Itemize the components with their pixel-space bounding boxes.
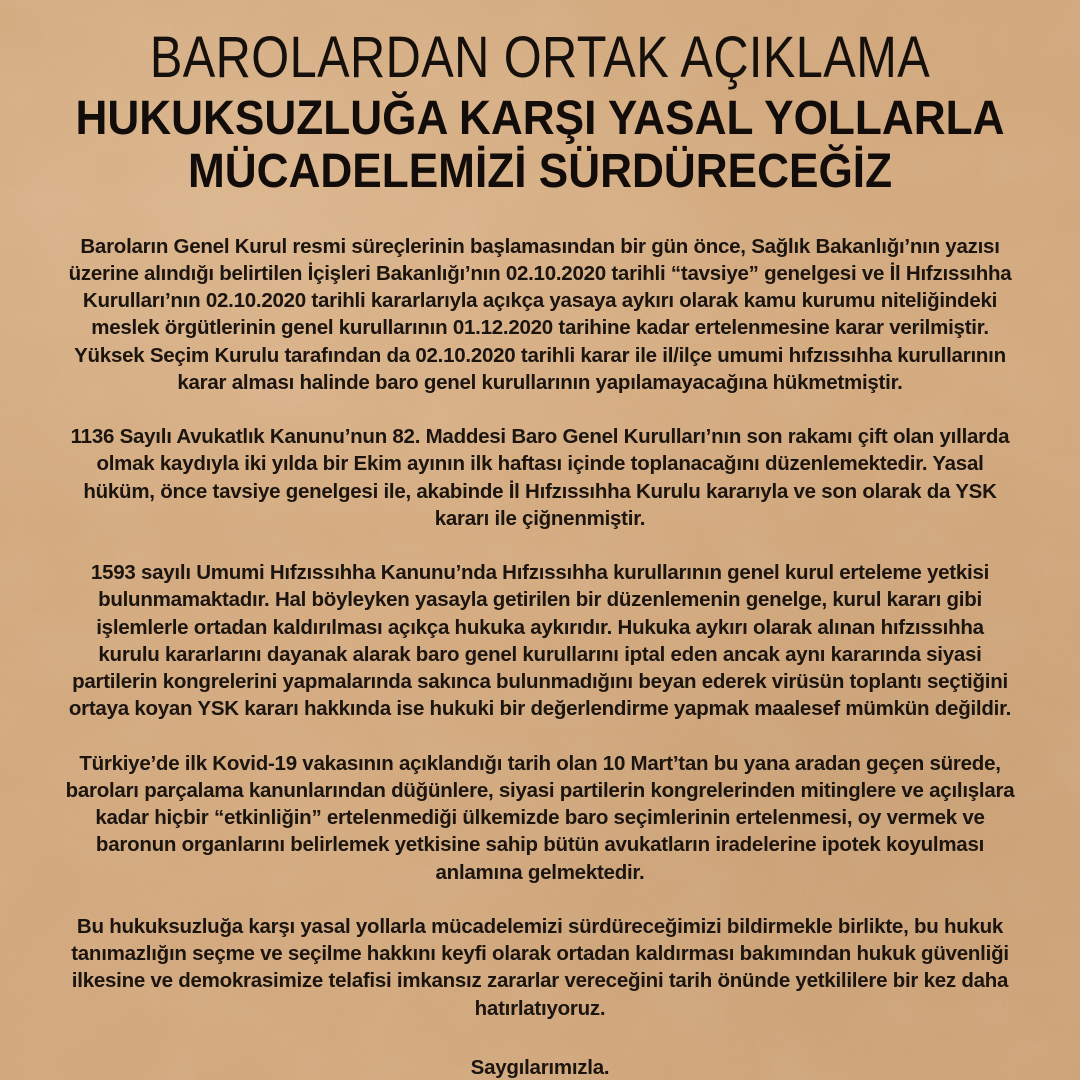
statement-paragraph-5: Bu hukuksuzluğa karşı yasal yollarla mücadelemizi sürdüreceğimizi bildirmekle birlikte, bu hukuk tanımazlığın seçme ve seçilme hakkını keyfi olarak ortadan kaldırması bakımından hukuk güvenliği ilkesine ve demokrasimize telafisi imkansız zararlar vereceğini tarih önünde yetkililere bir kez daha hatırlatıyoruz. [71, 914, 1009, 1020]
kicker-title: BAROLARDAN ORTAK AÇIKLAMA [149, 25, 931, 90]
statement-body [64, 199, 1016, 1080]
main-title [43, 93, 1037, 199]
statement-paragraph-3: 1593 sayılı Umumi Hıfzıssıhha Kanunu’nda Hıfzıssıhha kurullarının genel kurul erteleme yetkisi bulunmamaktadır. Hal böyleyken yasayla getirilen bir düzenlemenin genelge, kurul kararı gibi işlemlerle ortadan kaldırılması açıkça hukuka aykırıdır. Hukuka aykırı olarak alınan hıfzıssıhha kurulu kararlarını dayanak alarak baro genel kurullarını iptal eden ancak aynı kararında siyasi partilerin kongrelerini yapmalarında sakınca bulunmadığını beyan ederek virüsün toplantı seçtiğini ortaya koyan YSK kararı hakkında ise hukuki bir değerlendirme yapmak maalesef mümkün değildir. [68, 561, 1012, 721]
statement-paragraph-2: 1136 Sayılı Avukatlık Kanunu’nun 82. Maddesi Baro Genel Kurulları’nın son rakamı çift olan yıllarda olmak kaydıyla iki yılda bir Ekim ayının ilk haftası içinde toplanacağını düzenlemektedir. Yasal hüküm, önce tavsiye genelgesi ile, akabinde İl Hıfzıssıhha Kurulu kararıyla ve son olarak da YSK kararı ile çiğnenmiştir. [70, 425, 1010, 530]
main-title-line-1: HUKUKSUZLUĞA KARŞI YASAL YOLLARLA [75, 91, 1005, 145]
statement-paragraph-1: Baroların Genel Kurul resmi süreçlerinin başlamasından bir gün önce, Sağlık Bakanlığı’nın yazısı üzerine alındığı belirtilen İçişleri Bakanlığı’nın 02.10.2020 tarihli “tavsiye” genelgesi ve İl Hıfzıssıhha Kurulları’nın 02.10.2020 tarihli kararlarıyla açıkça yasaya aykırı olarak kamu kurumu niteliğindeki meslek örgütlerinin genel kurullarının 01.12.2020 tarihine kadar ertelenmesine karar verilmiştir. Yüksek Seçim Kurulu tarafından da 02.10.2020 tarihli karar ile il/ilçe umumi hıfzıssıhha kurullarının karar alması halinde baro genel kurullarının yapılamayacağına hükmetmiştir. [68, 234, 1012, 394]
closing-salutation: Saygılarımızla. [470, 1055, 610, 1079]
main-title-line-2: MÜCADELEMİZİ SÜRDÜRECEĞİZ [187, 144, 893, 198]
statement-paragraph-4: Türkiye’de ilk Kovid-19 vakasının açıklandığı tarih olan 10 Mart’tan bu yana aradan geçen sürede, baroları parçalama kanunlarından düğünlere, siyasi partilerin kongrelerinden mitinglere ve açılışlara kadar hiçbir “etkinliğin” ertelenmediği ülkemizde baro seçimlerinin ertelenmesi, oy vermek ve baronun organlarını belirlemek yetkisine sahip bütün avukatların iradelerine ipotek koyulması anlamına gelmektedir. [65, 751, 1015, 884]
header [0, 0, 1080, 199]
